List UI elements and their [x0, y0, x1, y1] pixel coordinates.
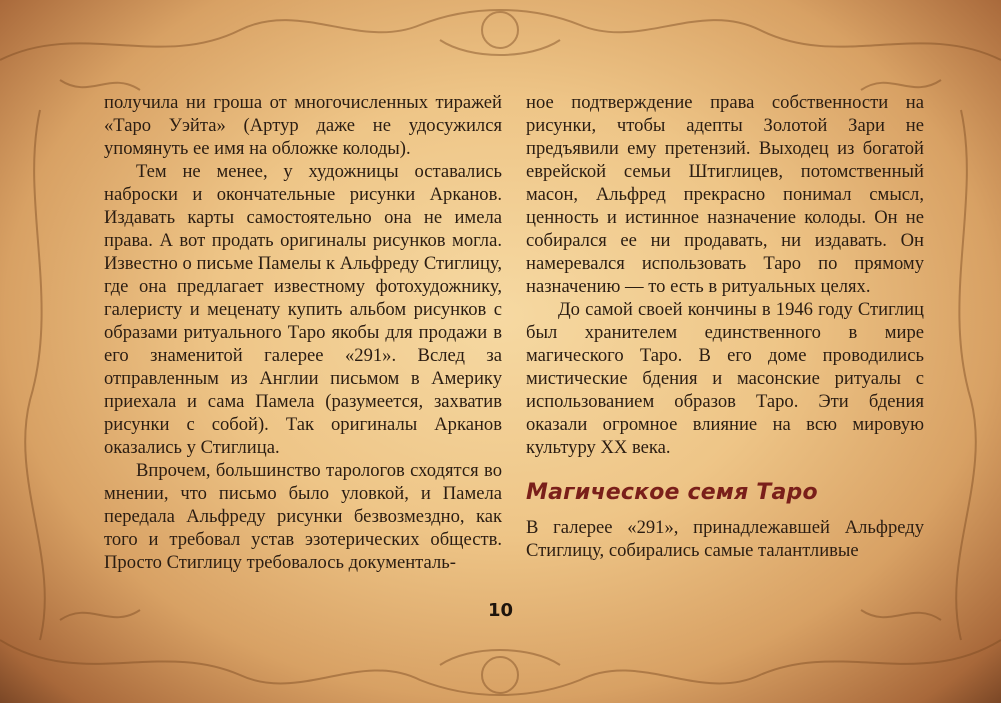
left-text-column: [104, 91, 502, 574]
paragraph: До самой своей кончины в 1946 году Стиглиц был хранителем единственного в мире магического Таро. В его доме проводились мистические бдения и масонские ритуалы с использованием образов Таро. Эти бдения оказали огромное влияние на всю мировую культуру XX века.: [526, 299, 924, 458]
paragraph: ное подтверждение права собственности на рисунки, чтобы адепты Золотой Зари не предъявили ему претензий. Выходец из богатой еврейской семьи Штиглицев, потомственный масон, Альфред прекрасно понимал смысл, ценность и истинное назначение колоды. Он не собирался ее ни продавать, ни издавать. Он намеревался использовать Таро по прямому назначению — то есть в ритуальных целях.: [526, 92, 924, 297]
paragraph: Тем не менее, у художницы оставались наброски и окончательные рисунки Арканов. Издавать карты самостоятельно она не имела права. А вот продать оригиналы рисунков могла. Известно о письме Памелы к Альфреду Стиглицу, где она предлагает известному фотохудожнику, галеристу и меценату купить альбом рисунков с образами ритуального Таро якобы для продажи в его знаменитой галерее «291». Вслед за отправленным из Англии письмом в Америку приехала и сама Памела (разумеется, захватив рисунки с собой). Так оригиналы Арканов оказались у Стиглица.: [104, 161, 502, 458]
paragraph: Впрочем, большинство тарологов сходятся во мнении, что письмо было уловкой, и Памела передала Альфреду рисунки безвозмездно, как того и требовал устав эзотерических обществ. Просто Стиглицу требовалось документаль-: [104, 460, 502, 573]
paragraph: В галерее «291», принадлежавшей Альфреду Стиглицу, собирались самые талантливые: [526, 517, 924, 561]
paragraph: получила ни гроша от многочисленных тиражей «Таро Уэйта» (Артур даже не удосужился упомянуть ее имя на обложке колоды).: [104, 92, 502, 159]
page-number: 10: [487, 600, 514, 621]
right-text-column: [526, 91, 924, 562]
section-heading: Магическое семя Таро: [526, 480, 818, 505]
